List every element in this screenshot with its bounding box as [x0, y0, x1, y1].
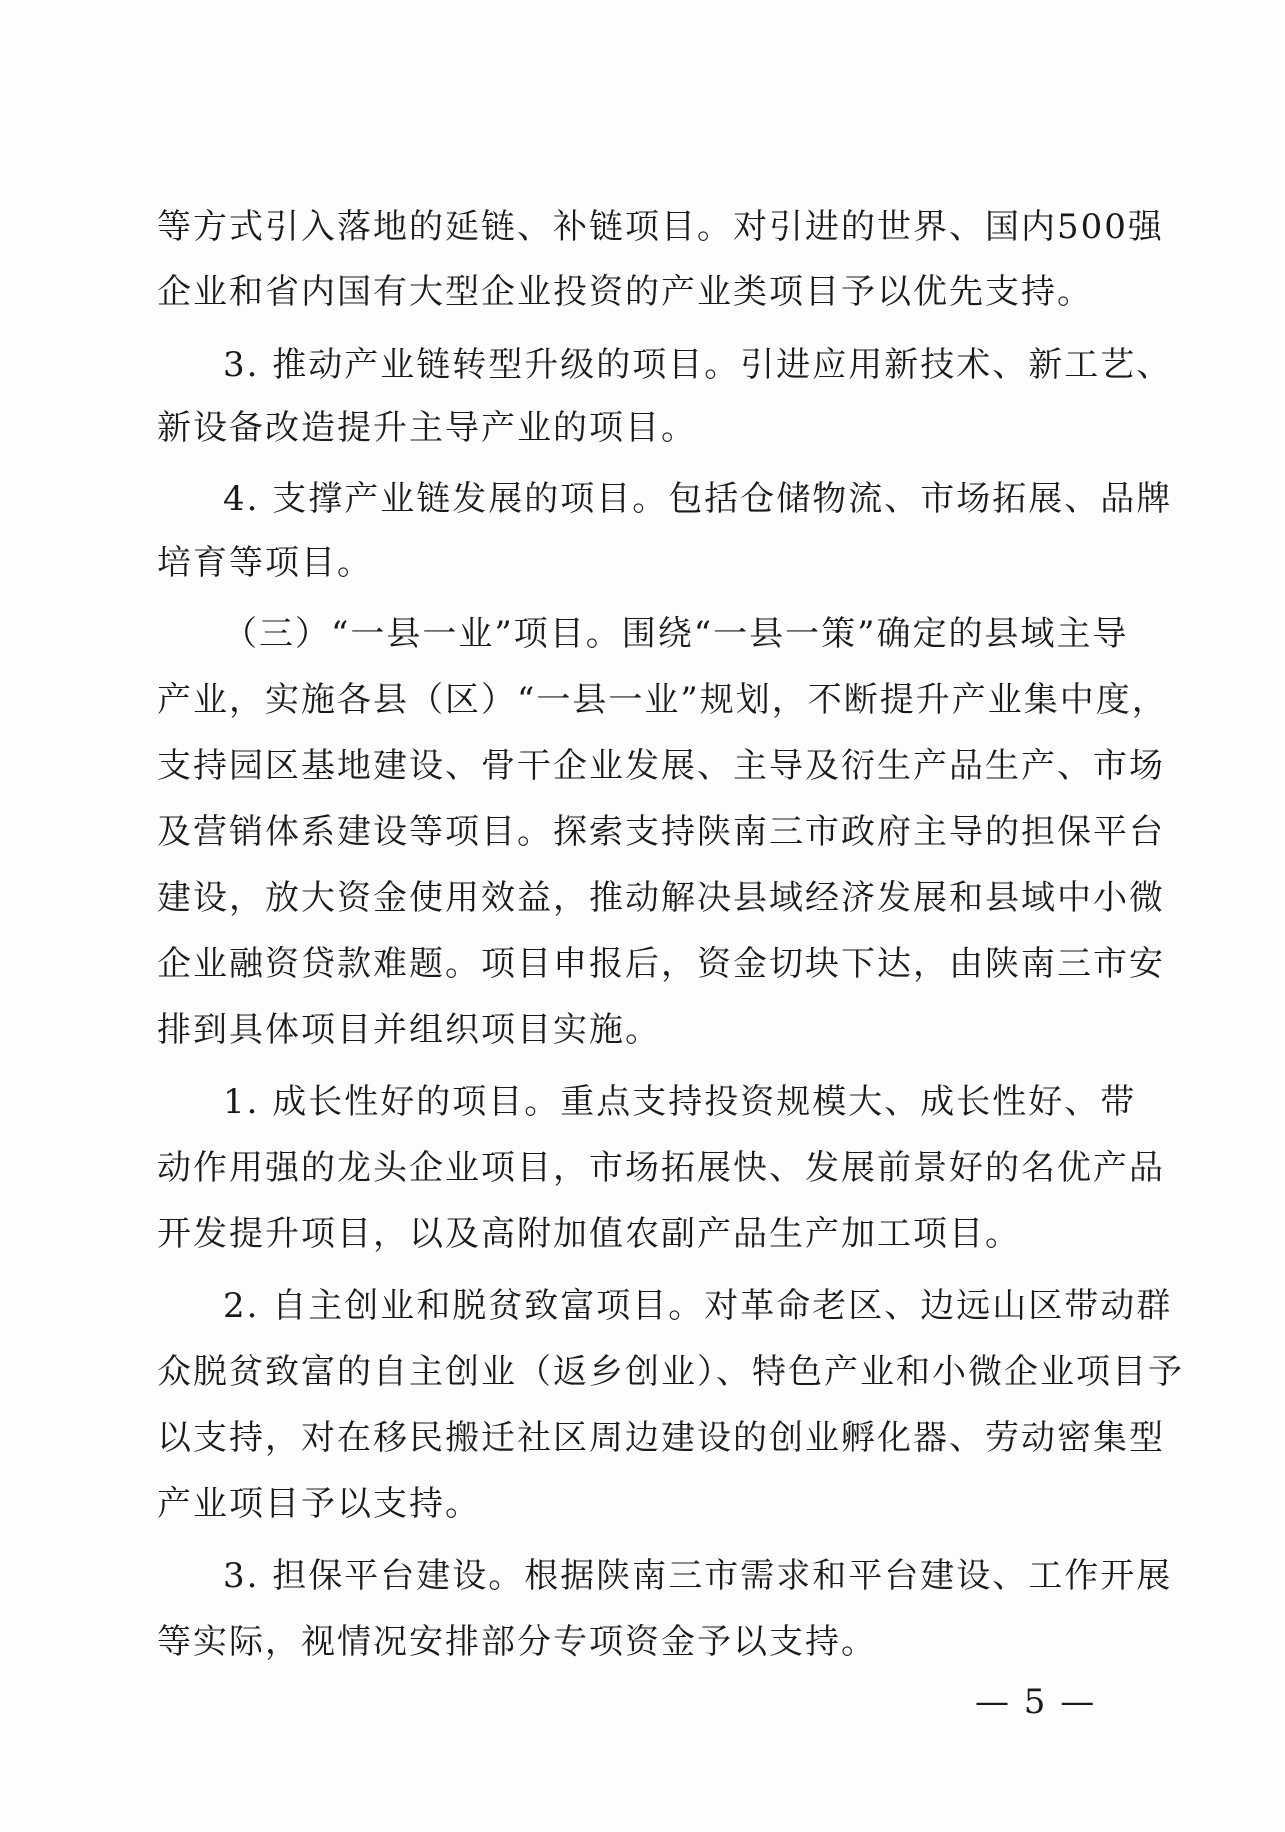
text-line: 等方式引入落地的延链、补链项目。对引进的世界、国内500强: [157, 207, 1164, 247]
text-line: 动作用强的龙头企业项目，市场拓展快、发展前景好的名优产品: [157, 1148, 1165, 1188]
text-line: 企业和省内国有大型企业投资的产业类项目予以优先支持。: [157, 272, 1093, 312]
text-line: 2. 自主创业和脱贫致富项目。对革命老区、边远山区带动群: [223, 1286, 1173, 1326]
text-line: 以支持，对在移民搬迁社区周边建设的创业孵化器、劳动密集型: [157, 1418, 1165, 1458]
text-line: 及营销体系建设等项目。探索支持陕南三市政府主导的担保平台: [157, 812, 1165, 852]
text-line: 3. 担保平台建设。根据陕南三市需求和平台建设、工作开展: [223, 1556, 1173, 1596]
text-line: 排到具体项目并组织项目实施。: [157, 1010, 661, 1050]
text-line: 培育等项目。: [157, 543, 373, 583]
section-heading-line: （三）“一县一业”项目。围绕“一县一策”确定的县域主导: [223, 614, 1129, 654]
text-line: 支持园区基地建设、骨干企业发展、主导及衍生产品生产、市场: [157, 746, 1165, 786]
text-line: 1. 成长性好的项目。重点支持投资规模大、成长性好、带: [223, 1082, 1137, 1122]
text-line: 产业，实施各县（区）“一县一业”规划，不断提升产业集中度，: [157, 680, 1168, 720]
text-line: 众脱贫致富的自主创业（返乡创业）、特色产业和小微企业项目予: [157, 1352, 1184, 1392]
text-line: 新设备改造提升主导产业的项目。: [157, 408, 697, 448]
text-line: 企业融资贷款难题。项目申报后，资金切块下达，由陕南三市安: [157, 944, 1165, 984]
text-line: 等实际，视情况安排部分专项资金予以支持。: [157, 1622, 877, 1662]
page-number: — 5 —: [975, 1682, 1097, 1722]
text-line: 3. 推动产业链转型升级的项目。引进应用新技术、新工艺、: [223, 345, 1173, 385]
text-line: 建设，放大资金使用效益，推动解决县域经济发展和县域中小微: [157, 878, 1165, 918]
text-line: 产业项目予以支持。: [157, 1484, 481, 1524]
text-line: 4. 支撑产业链发展的项目。包括仓储物流、市场拓展、品牌: [223, 479, 1173, 519]
text-line: 开发提升项目，以及高附加值农副产品生产加工项目。: [157, 1214, 1021, 1254]
